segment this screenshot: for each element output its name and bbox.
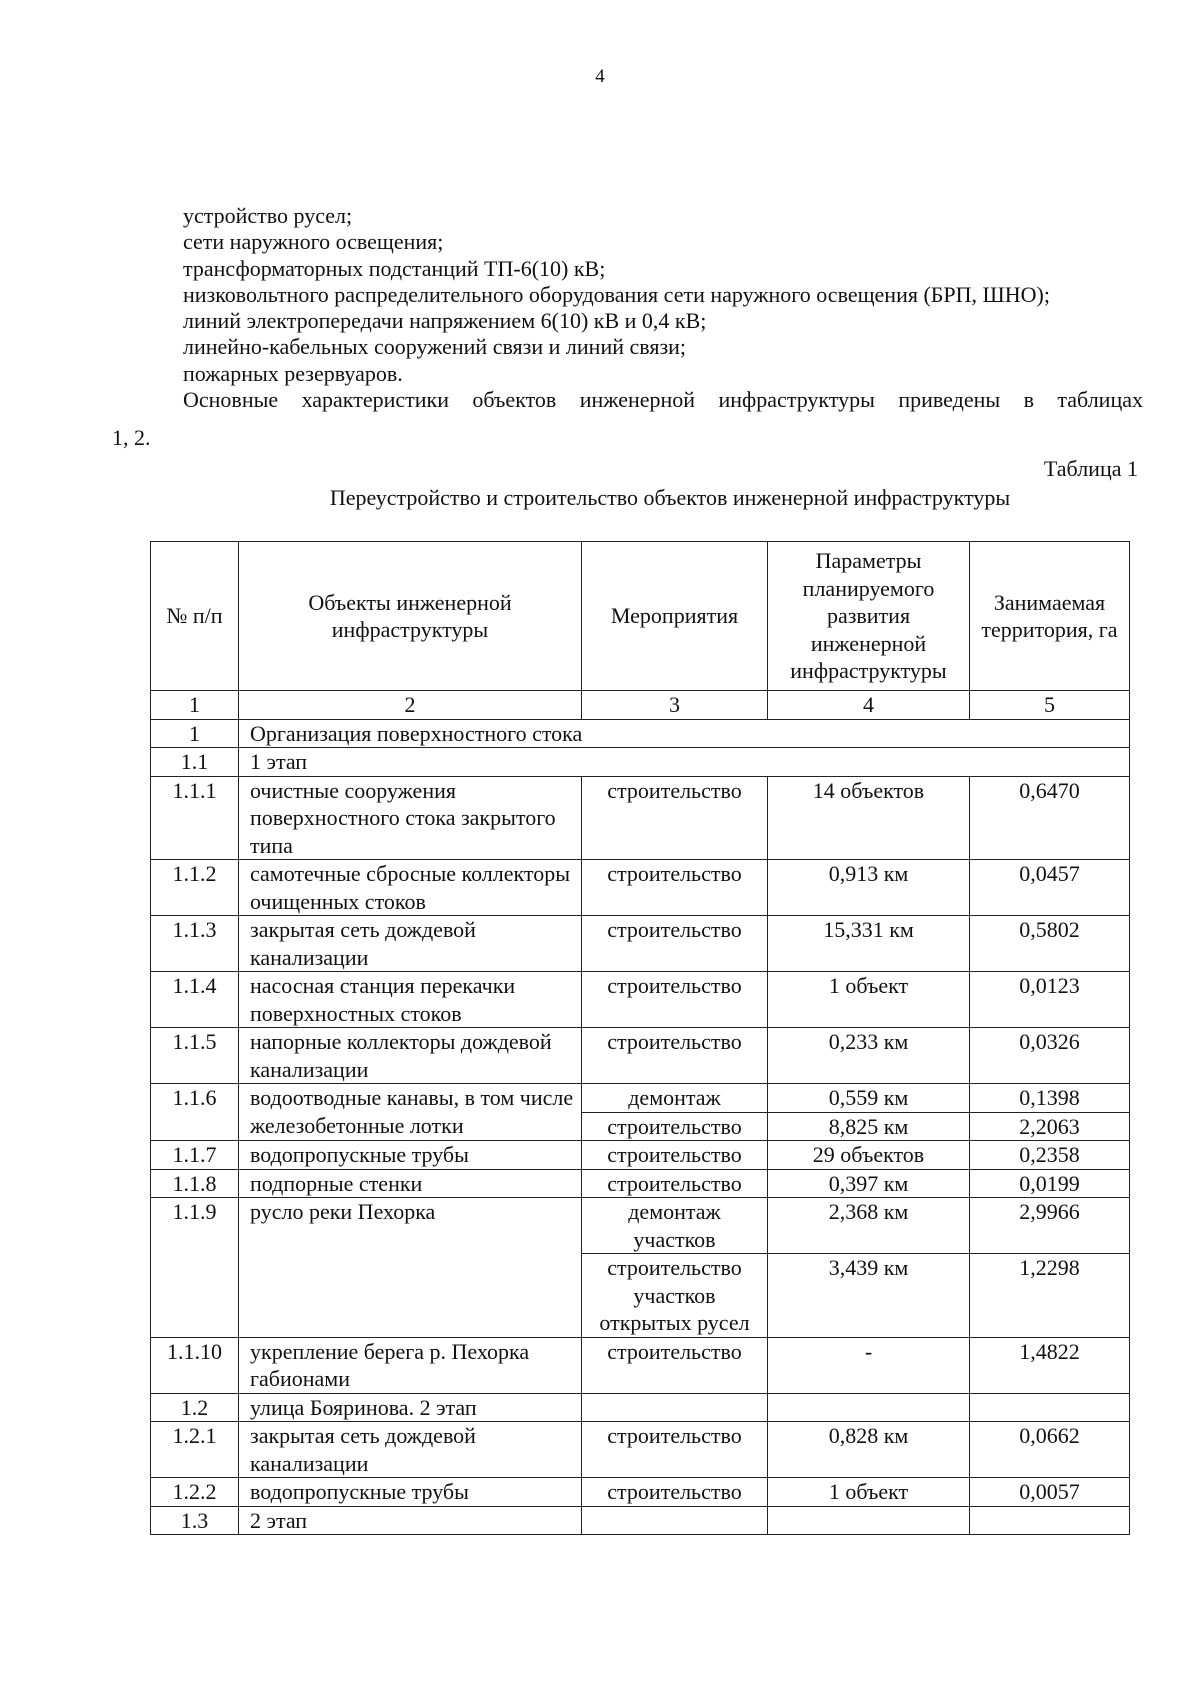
row-area: 0,1398 <box>970 1084 1130 1113</box>
row-action: строительство <box>582 1422 768 1478</box>
intro-line: сети наружного освещения; <box>183 229 444 255</box>
table-row <box>151 1337 1130 1393</box>
row-num: 1.2.2 <box>151 1478 239 1507</box>
infrastructure-table <box>150 541 1130 1535</box>
empty-cell <box>582 1506 768 1535</box>
header-action: Мероприятия <box>582 542 768 691</box>
row-action: строительство <box>582 1141 768 1170</box>
row-area: 0,0662 <box>970 1422 1130 1478</box>
row-area: 1,4822 <box>970 1337 1130 1393</box>
row-action: строительство участков открытых русел <box>582 1254 768 1338</box>
column-numbers-row <box>151 691 1130 720</box>
intro-line: трансформаторных подстанций ТП-6(10) кВ; <box>183 255 606 281</box>
row-area: 0,0199 <box>970 1169 1130 1198</box>
row-area: 2,9966 <box>970 1198 1130 1254</box>
section-label: улица Бояринова. 2 этап <box>239 1393 582 1422</box>
row-params: - <box>768 1337 970 1393</box>
table-row <box>151 1028 1130 1084</box>
table-row <box>151 1141 1130 1170</box>
empty-cell <box>970 1393 1130 1422</box>
row-params: 0,913 км <box>768 860 970 916</box>
intro-paragraph-continued: 1, 2. <box>112 425 151 450</box>
row-area: 2,2063 <box>970 1112 1130 1141</box>
empty-cell <box>582 1393 768 1422</box>
row-object: водоотводные канавы, в том числе железобетонные лотки <box>239 1084 582 1141</box>
row-action: строительство <box>582 860 768 916</box>
empty-cell <box>768 1506 970 1535</box>
column-number: 2 <box>239 691 582 720</box>
row-num: 1.1.8 <box>151 1169 239 1198</box>
intro-text <box>183 203 1143 413</box>
row-params: 29 объектов <box>768 1141 970 1170</box>
row-action: строительство <box>582 1112 768 1141</box>
row-object: очистные сооружения поверхностного стока закрытого типа <box>239 776 582 860</box>
section-row <box>151 1506 1130 1535</box>
row-area: 0,6470 <box>970 776 1130 860</box>
row-object: закрытая сеть дождевой канализации <box>239 916 582 972</box>
header-area: Занимаемая территория, га <box>970 542 1130 691</box>
intro-line: низковольтного распределительного оборудования сети наружного освещения (БРП, ШНО); <box>183 281 1050 307</box>
row-object: укрепление берега р. Пехорка габионами <box>239 1337 582 1393</box>
row-params: 0,397 км <box>768 1169 970 1198</box>
table-row <box>151 1198 1130 1254</box>
row-params: 3,439 км <box>768 1254 970 1338</box>
row-object: насосная станция перекачки поверхностных стоков <box>239 972 582 1028</box>
section-row <box>151 748 1130 777</box>
row-num: 1.2 <box>151 1393 239 1422</box>
row-params: 14 объектов <box>768 776 970 860</box>
intro-line: пожарных резервуаров. <box>183 360 403 386</box>
table-header-row <box>151 542 1130 691</box>
row-num: 1.1.1 <box>151 776 239 860</box>
row-action: строительство <box>582 1337 768 1393</box>
empty-cell <box>768 1393 970 1422</box>
row-params: 15,331 км <box>768 916 970 972</box>
empty-cell <box>970 1506 1130 1535</box>
row-num: 1.1.10 <box>151 1337 239 1393</box>
row-action: демонтаж <box>582 1084 768 1113</box>
row-params: 2,368 км <box>768 1198 970 1254</box>
section-row <box>151 1393 1130 1422</box>
row-object: русло реки Пехорка <box>239 1198 582 1338</box>
row-action: строительство <box>582 972 768 1028</box>
column-number: 5 <box>970 691 1130 720</box>
row-object: подпорные стенки <box>239 1169 582 1198</box>
column-number: 1 <box>151 691 239 720</box>
row-params: 1 объект <box>768 1478 970 1507</box>
row-action: строительство <box>582 1028 768 1084</box>
table-row <box>151 1169 1130 1198</box>
intro-line: линейно-кабельных сооружений связи и линий связи; <box>183 334 687 360</box>
row-object: напорные коллекторы дождевой канализации <box>239 1028 582 1084</box>
row-area: 0,2358 <box>970 1141 1130 1170</box>
intro-line: устройство русел; <box>183 203 353 228</box>
table-row <box>151 776 1130 860</box>
intro-line: линий электропередачи напряжением 6(10) кВ и 0,4 кВ; <box>183 308 707 334</box>
row-action: строительство <box>582 1169 768 1198</box>
row-action: строительство <box>582 1478 768 1507</box>
column-number: 3 <box>582 691 768 720</box>
table-row <box>151 1422 1130 1478</box>
table-title: Переустройство и строительство объектов инженерной инфраструктуры <box>329 485 1011 510</box>
row-params: 8,825 км <box>768 1112 970 1141</box>
row-num: 1 <box>151 719 239 748</box>
table-row <box>151 916 1130 972</box>
header-object: Объекты инженерной инфраструктуры <box>239 542 582 691</box>
row-area: 0,5802 <box>970 916 1130 972</box>
intro-paragraph: Основные характеристики объектов инженерной инфраструктуры приведены в таблицах <box>183 387 1143 413</box>
page-number: 4 <box>595 66 605 87</box>
table-row <box>151 1084 1130 1113</box>
column-number: 4 <box>768 691 970 720</box>
row-num: 1.3 <box>151 1506 239 1535</box>
row-area: 0,0457 <box>970 860 1130 916</box>
row-num: 1.1.9 <box>151 1198 239 1338</box>
row-object: закрытая сеть дождевой канализации <box>239 1422 582 1478</box>
row-area: 0,0057 <box>970 1478 1130 1507</box>
row-num: 1.1.6 <box>151 1084 239 1141</box>
row-num: 1.1 <box>151 748 239 777</box>
row-area: 1,2298 <box>970 1254 1130 1338</box>
row-num: 1.1.3 <box>151 916 239 972</box>
row-action: строительство <box>582 776 768 860</box>
row-params: 0,559 км <box>768 1084 970 1113</box>
section-label: Организация поверхностного стока <box>239 719 1130 748</box>
row-num: 1.1.7 <box>151 1141 239 1170</box>
row-num: 1.2.1 <box>151 1422 239 1478</box>
row-params: 0,233 км <box>768 1028 970 1084</box>
row-object: самотечные сбросные коллекторы очищенных стоков <box>239 860 582 916</box>
section-label: 2 этап <box>239 1506 582 1535</box>
row-object: водопропускные трубы <box>239 1478 582 1507</box>
row-action: строительство <box>582 916 768 972</box>
row-area: 0,0326 <box>970 1028 1130 1084</box>
row-num: 1.1.4 <box>151 972 239 1028</box>
row-object: водопропускные трубы <box>239 1141 582 1170</box>
row-num: 1.1.5 <box>151 1028 239 1084</box>
row-params: 0,828 км <box>768 1422 970 1478</box>
table-row <box>151 1478 1130 1507</box>
header-num: № п/п <box>151 542 239 691</box>
table-row <box>151 860 1130 916</box>
section-label: 1 этап <box>239 748 1130 777</box>
row-params: 1 объект <box>768 972 970 1028</box>
table-number: Таблица 1 <box>1043 456 1138 481</box>
header-params: Параметры планируемого развития инженерной инфраструктуры <box>768 542 970 691</box>
section-row <box>151 719 1130 748</box>
row-num: 1.1.2 <box>151 860 239 916</box>
row-area: 0,0123 <box>970 972 1130 1028</box>
table-row <box>151 972 1130 1028</box>
row-action: демонтаж участков <box>582 1198 768 1254</box>
